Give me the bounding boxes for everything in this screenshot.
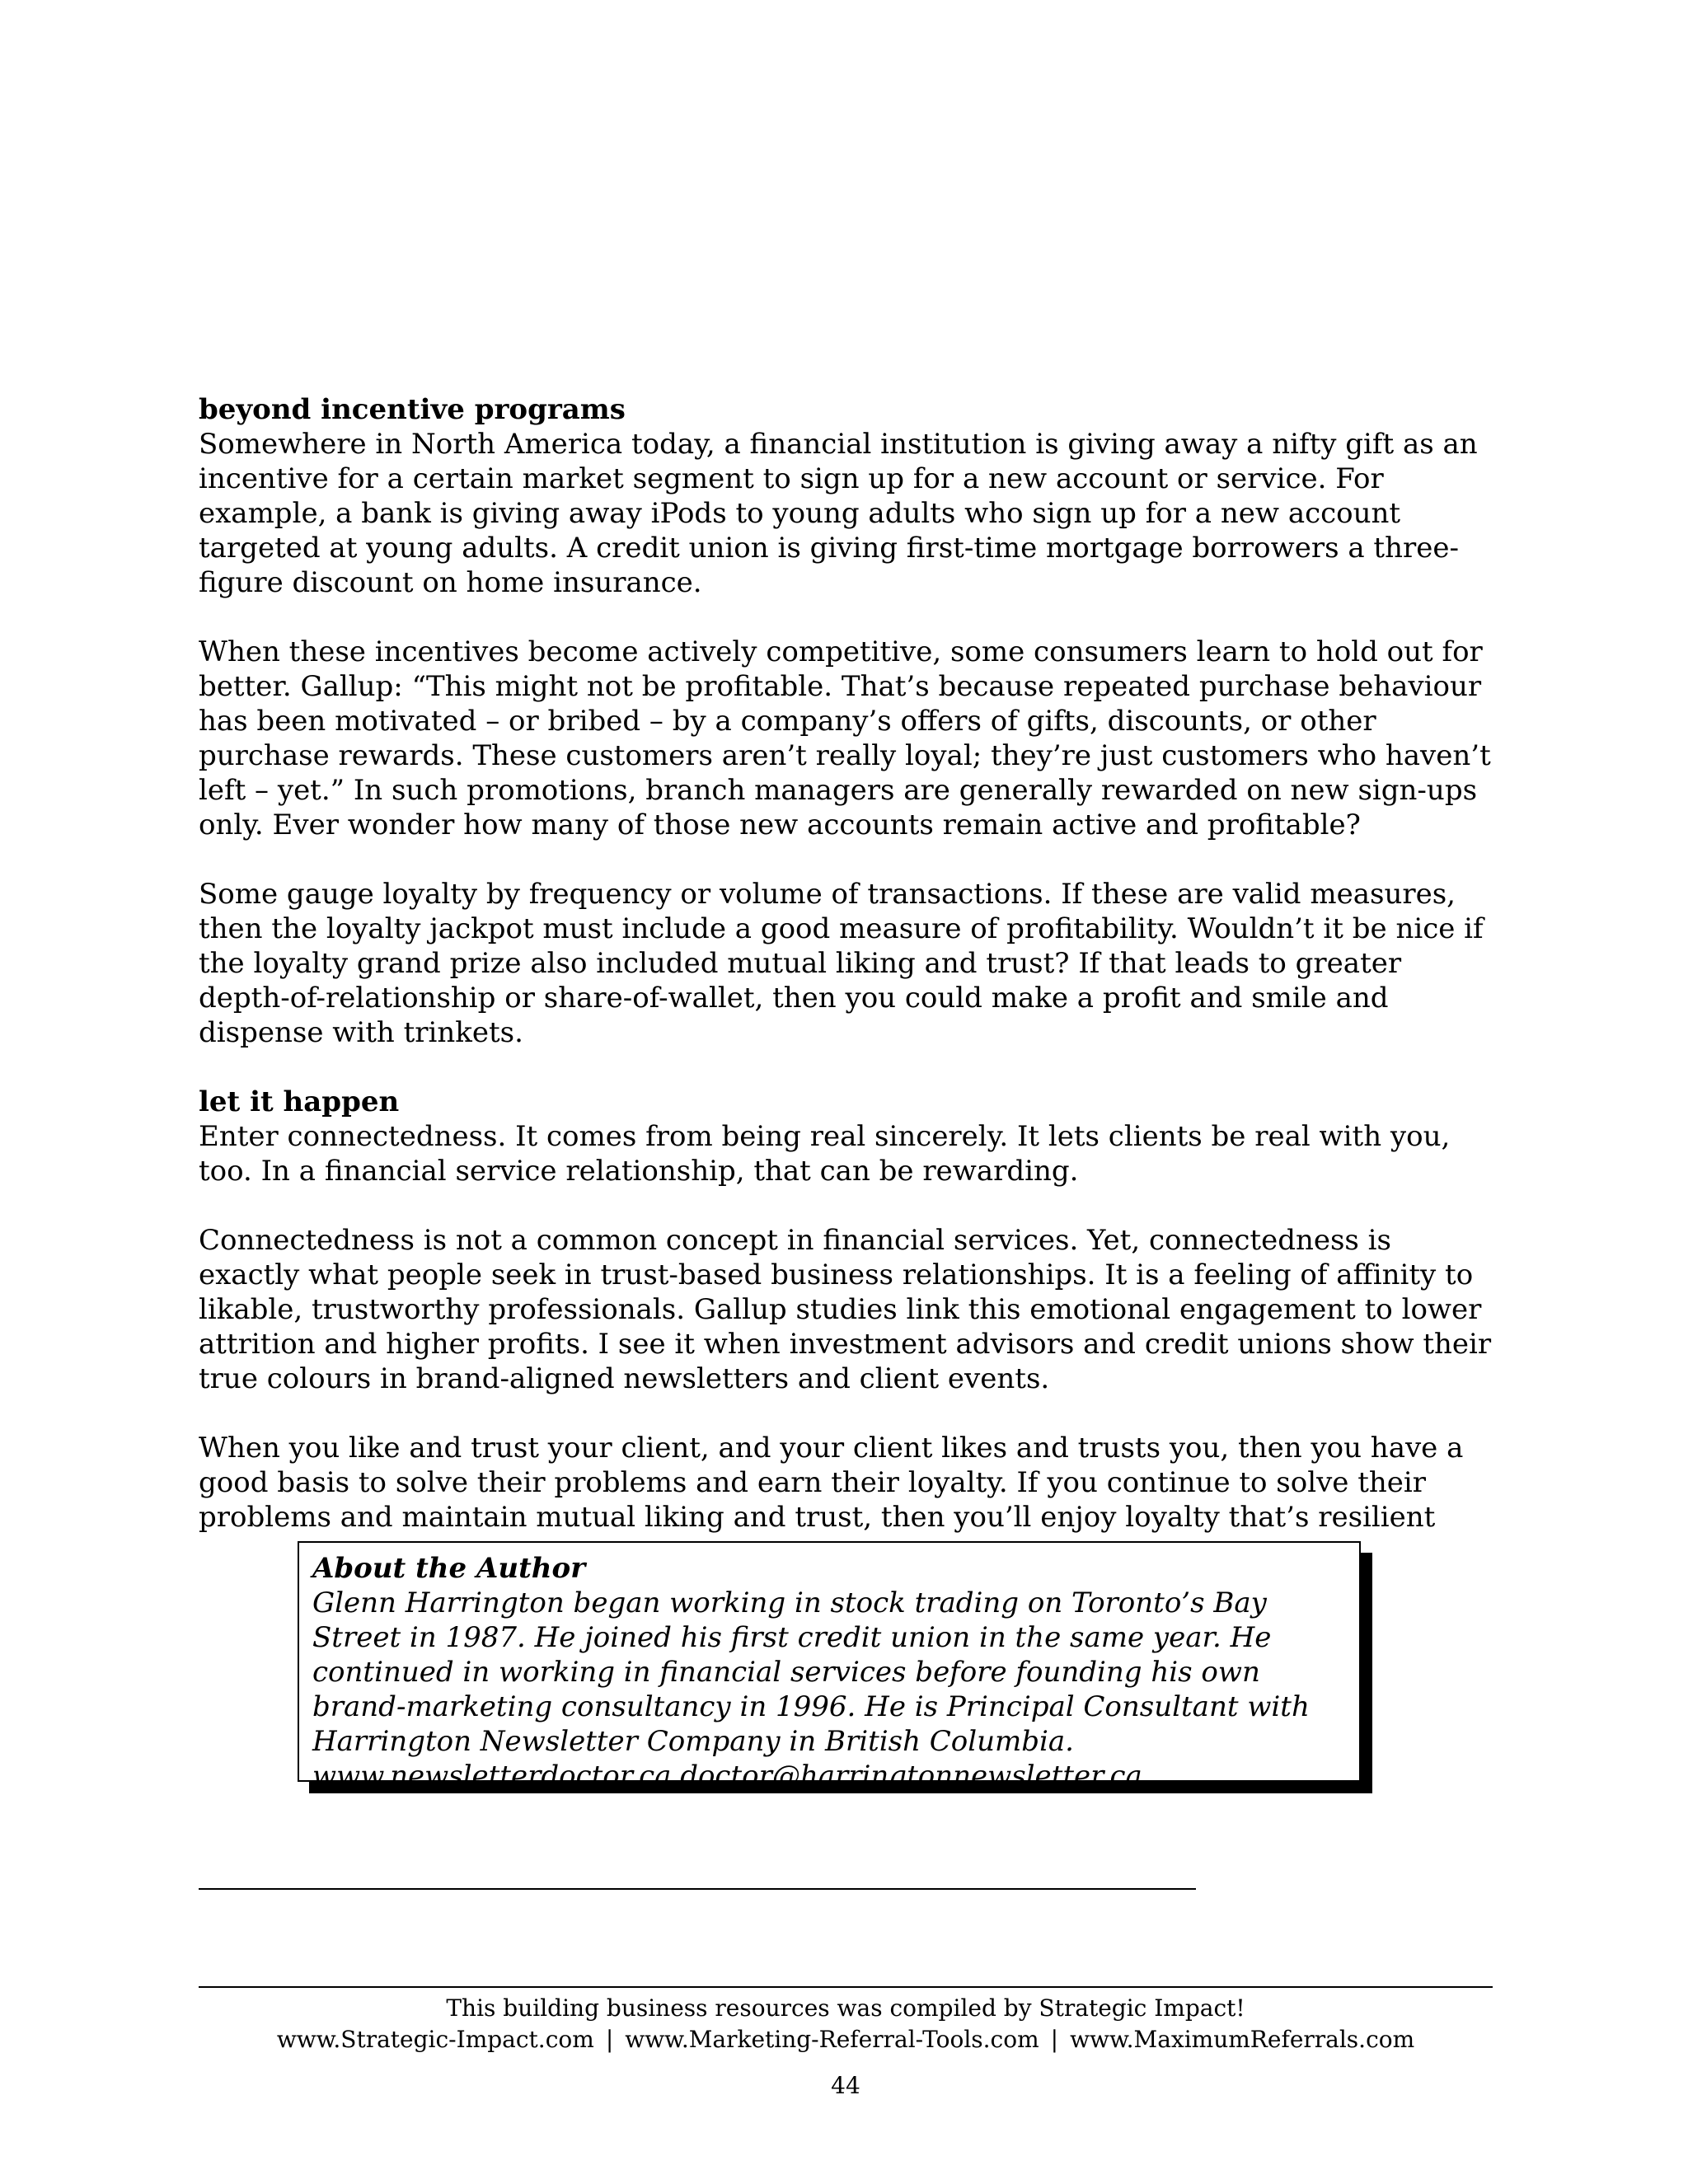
section-heading: let it happen: [199, 1085, 400, 1118]
about-author-box: [298, 1541, 1361, 1793]
author-box-title: About the Author: [312, 1552, 586, 1585]
footer-link-maximum-referrals[interactable]: www.MaximumReferrals.com: [1070, 2026, 1415, 2053]
article-body: [199, 392, 1501, 1535]
paragraph: When you like and trust your client, and your client likes and trusts you, then you have a good basis to solve their problems and earn their loyalty. If you continue to solve their problems and maintain mutual liking and trust, then you’ll enjoy loyalty that’s resilient: [199, 1432, 1464, 1534]
page-footer: [199, 1993, 1493, 2055]
paragraph: Some gauge loyalty by frequency or volume of transactions. If these are valid measures, then the loyalty jackpot must include a good measure of profitability. Wouldn’t it be nice if the loyalty grand prize also included mutual liking and trust? If that leads to greater depth-of-relationship or share-of-wallet, then you could make a profit and smile and dispense with trinkets.: [199, 878, 1484, 1049]
paragraph: Enter connectedness. It comes from being real sincerely. It lets clients be real with you, too. In a financial service relationship, that can be rewarding.: [199, 1120, 1451, 1188]
footer-link-marketing-referral-tools[interactable]: www.Marketing-Referral-Tools.com: [625, 2026, 1039, 2053]
page-number: 44: [831, 2072, 860, 2099]
footer-links: [199, 2024, 1493, 2055]
footer-divider: [199, 1986, 1493, 1988]
footer-separator: |: [605, 2026, 614, 2053]
paragraph: Connectedness is not a common concept in financial services. Yet, connectedness is exactly what people seek in trust-based business relationships. It is a feeling of affinity to likable, trustworthy professionals. Gallup studies link this emotional engagement to lower attrition and higher profits. I see it when investment advisors and credit unions show their true colours in brand-aligned newsletters and client events.: [199, 1224, 1492, 1395]
footer-separator: |: [1050, 2026, 1059, 2053]
author-box-body: Glenn Harrington began working in stock trading on Toronto’s Bay Street in 1987. He joined his first credit union in the same year. He continued in working in financial services before founding his own brand-marketing consultancy in 1996. He is Principal Consultant with Harrington Newsletter Company in British Columbia. www.newsletterdoctor.ca doctor@harringtonnewsletter.ca: [312, 1586, 1310, 1793]
paragraph: When these incentives become actively competitive, some consumers learn to hold out for better. Gallup: “This might not be profitable. That’s because repeated purchase behaviour has been motivated – or bribed – by a company’s offers of gifts, discounts, or other purchase rewards. These customers aren’t really loyal; they’re just customers who haven’t left – yet.” In such promotions, branch managers are generally rewarded on new sign-ups only. Ever wonder how many of those new accounts remain active and profitable?: [199, 635, 1491, 841]
paragraph: Somewhere in North America today, a financial institution is giving away a nifty gift as an incentive for a certain market segment to sign up for a new account or service. For example, a bank is giving away iPods to young adults who sign up for a new account targeted at young adults. A credit union is giving first-time mortgage borrowers a three-figure discount on home insurance.: [199, 428, 1478, 599]
section-heading: beyond incentive programs: [199, 393, 626, 426]
footer-credit-line: This building business resources was compiled by Strategic Impact!: [446, 1994, 1245, 2022]
divider-short: [199, 1888, 1196, 1890]
footer-link-strategic-impact[interactable]: www.Strategic-Impact.com: [276, 2026, 594, 2053]
